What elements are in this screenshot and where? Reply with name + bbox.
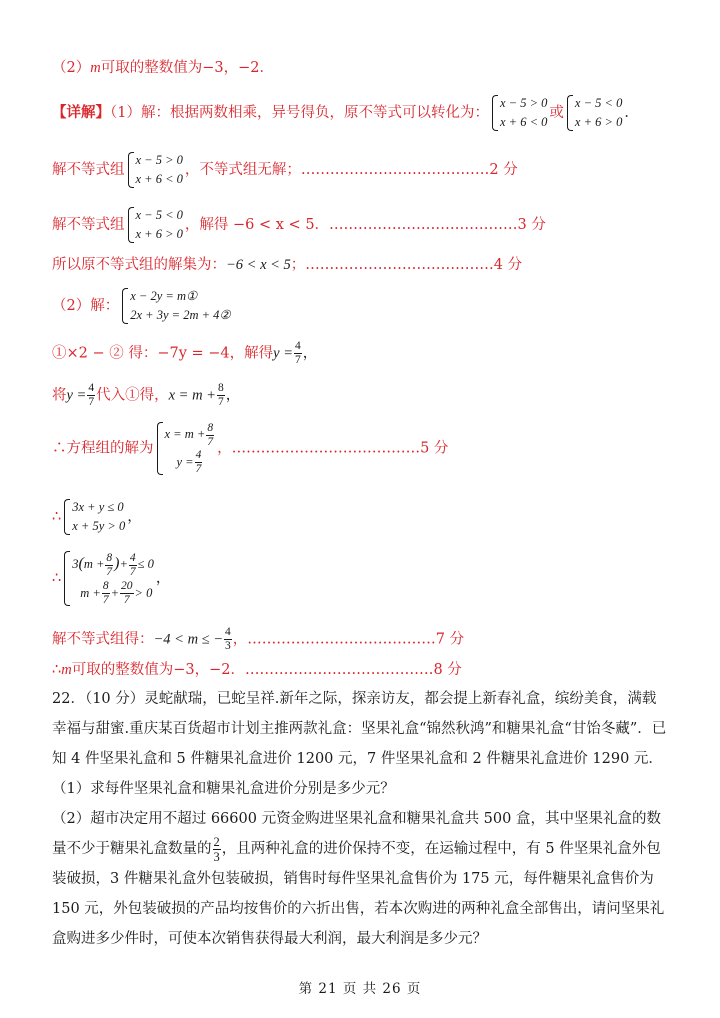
fraction: $\frac{4}{7}$ bbox=[129, 551, 136, 578]
system-a: x − 5 > 0 x + 6 < 0 bbox=[491, 94, 547, 132]
solution-step: ∴方程组的解为 x = m + $\frac{8}{7}$ y = $\frac{4}{7}$ ，…………………………………5 分 bbox=[52, 421, 449, 476]
part2-system: （2）解： x − 2y = m① 2x + 3y = 2m + 4② bbox=[52, 287, 233, 325]
page-footer: 第 21 页 共 26 页 bbox=[298, 981, 422, 997]
part2-answer: （2）m可取的整数值为−3，−2． bbox=[52, 60, 274, 76]
question-22-sub2: （2）超市决定用不超过 66600 元资金购进坚果礼盒和糖果礼盒共 500 盒，其中坚果礼盒的数量不少于糖果礼盒数量的 $\frac{2}{3}$ ，且两种礼盒的进价保持不变，在运输过程中，有 5 件坚果礼盒外包装破损，3 件糖果礼盒外包装破损，销售时每件坚果礼盒售价为 175 元，每件糖果礼盒售价为 150 元，外包装破损的产品均按售价的六折出售，若本次购进的两种礼盒全部售出，请问坚果礼盒购进多少件时，可使本次销售获得最大利润，最大利润是多少元？ bbox=[52, 811, 665, 947]
step-1: 解不等式组 x − 5 > 0 x + 6 < 0 ，不等式组无解；…………………………………2 分 bbox=[52, 151, 518, 189]
question-22-stem: 22．（10 分）灵蛇献瑞，已蛇呈祥.新年之际，探亲访友，都会提上新春礼盒，缤纷美食，满载幸福与甜蜜.重庆某百货超市计划主推两款礼盒：坚果礼盒“锦然秋鸿”和糖果礼盒“甘饴冬藏”．已知 4 件坚果礼盒和 5 件糖果礼盒进价 1200 元，7 件坚果礼盒和 2 件糖果礼盒进价 1290 元． bbox=[52, 691, 667, 767]
inequality-2: ∴ 3(m + $\frac{8}{7}$ )+ $\frac{4}{7}$ ≤ 0 m + $\frac{8}{7}$ + $\frac{20}{7}$ > 0 ， bbox=[52, 551, 171, 607]
elimination-step: ①×2 − ② 得：−7y = −4，解得y = $\frac{4}{7}$ ， bbox=[52, 340, 318, 366]
fraction: $\frac{8}{7}$ bbox=[102, 580, 109, 607]
fraction: $\frac{8}{7}$ bbox=[106, 551, 113, 578]
step2-system: x − 5 < 0 x + 6 > 0 bbox=[127, 206, 183, 244]
substitution-step: 将y = $\frac{4}{7}$ 代入①得，x = m + $\frac{8}{7}$ ， bbox=[52, 382, 241, 408]
inequality-system-2: 3(m + $\frac{8}{7}$ )+ $\frac{4}{7}$ ≤ 0 m + $\frac{8}{7}$ + $\frac{20}{7}$ > 0 bbox=[63, 550, 154, 607]
inequality-1: ∴ 3x + y ≤ 0 x + 5y > 0 ， bbox=[52, 498, 142, 536]
final-answer: ∴m可取的整数值为−3，−2．…………………………………8 分 bbox=[52, 662, 462, 678]
fraction: $\frac{2}{3}$ bbox=[213, 834, 220, 864]
step-2: 解不等式组 x − 5 < 0 x + 6 > 0 ，解得 −6 < x < 5．…………………………………3 分 bbox=[52, 206, 546, 244]
system-b: x − 5 < 0 x + 6 > 0 bbox=[566, 94, 622, 132]
step1-system: x − 5 > 0 x + 6 < 0 bbox=[127, 151, 183, 189]
solution-system: x = m + $\frac{8}{7}$ y = $\frac{4}{7}$ bbox=[156, 421, 216, 476]
fraction: $\frac{4}{7}$ bbox=[88, 382, 95, 408]
detail-intro: 【详解】（1）解：根据两数相乘，异号得负，原不等式可以转化为： x − 5 > 0 x + 6 < 0 或 x − 5 < 0 x + 6 > 0 ． bbox=[52, 94, 639, 132]
inequality-system-1: 3x + y ≤ 0 x + 5y > 0 bbox=[63, 498, 125, 536]
detail-tag: 【详解】 bbox=[52, 104, 110, 121]
fraction: $\frac{20}{7}$ bbox=[121, 580, 133, 607]
inequality-solution: 解不等式组得：−4 < m ≤ − $\frac{4}{3}$ ，…………………………………7 分 bbox=[52, 626, 465, 652]
fraction: $\frac{4}{7}$ bbox=[295, 340, 301, 366]
step-3: 所以原不等式组的解集为：−6 < x < 5；…………………………………4 分 bbox=[52, 257, 523, 273]
fraction: $\frac{4}{3}$ bbox=[225, 626, 231, 652]
fraction: $\frac{8}{7}$ bbox=[207, 421, 214, 448]
fraction: $\frac{8}{7}$ bbox=[217, 382, 224, 408]
fraction: $\frac{4}{7}$ bbox=[195, 449, 202, 476]
question-22-sub1: （1）求每件坚果礼盒和糖果礼盒进价分别是多少元？ bbox=[52, 781, 395, 797]
equation-system: x − 2y = m① 2x + 3y = 2m + 4② bbox=[121, 287, 230, 325]
